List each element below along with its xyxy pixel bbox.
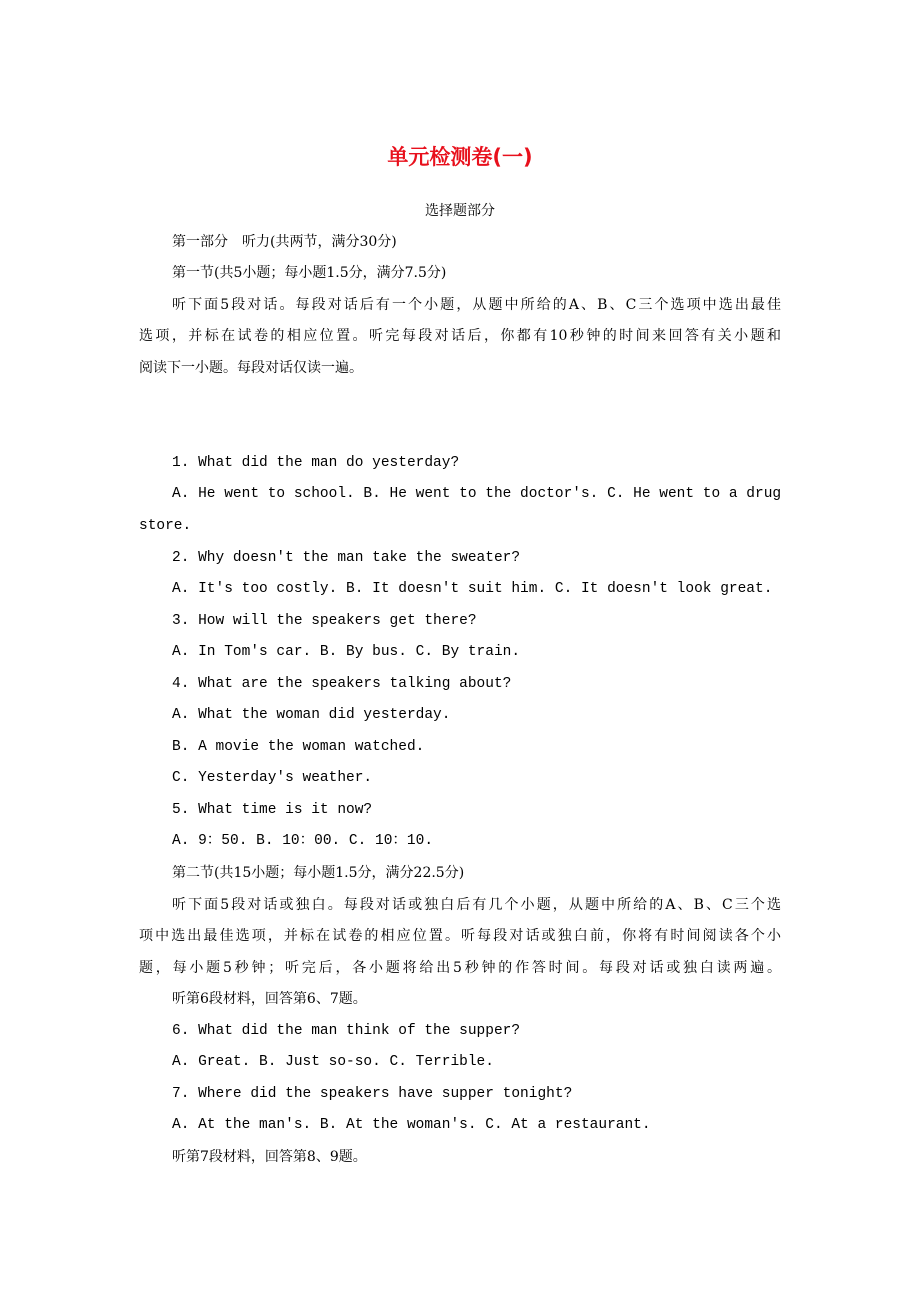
material-6-note: 听第6段材料，回答第6、7题。 xyxy=(172,991,367,1007)
question-4-option-c: C. Yesterday's weather. xyxy=(172,770,373,786)
section1-heading: 第一节(共5小题；每小题1.5分，满分7.5分) xyxy=(172,265,447,281)
section2-instruction-line: 题，每小题5秒钟；听完后，各小题将给出5秒钟的作答时间。每段对话或独白读两遍。 xyxy=(139,960,781,976)
section2-instruction-line: 项中选出最佳选项，并标在试卷的相应位置。听每段对话或独白前，你将有时间阅读各个小 xyxy=(139,928,781,944)
question-5: 5. What time is it now? xyxy=(172,802,373,818)
section1-instruction-line: 听下面5段对话。每段对话后有一个小题，从题中所给的A、B、C三个选项中选出最佳 xyxy=(172,297,781,313)
question-7-options: A. At the man's. B. At the woman's. C. At a restaurant. xyxy=(172,1117,651,1133)
material-7-note: 听第7段材料，回答第8、9题。 xyxy=(172,1149,367,1165)
question-7: 7. Where did the speakers have supper tonight? xyxy=(172,1086,573,1102)
question-6-options: A. Great. B. Just so-so. C. Terrible. xyxy=(172,1054,494,1070)
section1-instruction-line: 选项，并标在试卷的相应位置。听完每段对话后，你都有10秒钟的时间来回答有关小题和 xyxy=(139,328,781,344)
question-6: 6. What did the man think of the supper? xyxy=(172,1023,521,1039)
section2-heading: 第二节(共15小题；每小题1.5分，满分22.5分) xyxy=(172,865,465,881)
question-4-option-b: B. A movie the woman watched. xyxy=(172,739,425,755)
question-3: 3. How will the speakers get there? xyxy=(172,613,477,629)
question-3-options: A. In Tom's car. B. By bus. C. By train. xyxy=(172,644,521,660)
section2-instruction-line: 听下面5段对话或独白。每段对话或独白后有几个小题，从题中所给的A、B、C三个选 xyxy=(172,897,781,913)
question-1-options-cont: store. xyxy=(139,518,192,534)
question-2: 2. Why doesn't the man take the sweater? xyxy=(172,550,521,566)
question-4: 4. What are the speakers talking about? xyxy=(172,676,512,692)
question-1: 1. What did the man do yesterday? xyxy=(172,455,460,471)
section1-instruction-line: 阅读下一小题。每段对话仅读一遍。 xyxy=(139,360,363,376)
section-subtitle: 选择题部分 xyxy=(425,203,495,219)
question-2-options: A. It's too costly. B. It doesn't suit him. C. It doesn't look great. xyxy=(172,581,773,597)
question-1-options: A. He went to school. B. He went to the doctor's. C. He went to a drug xyxy=(172,486,782,502)
page-title: 单元检测卷(一) xyxy=(387,145,533,169)
question-4-option-a: A. What the woman did yesterday. xyxy=(172,707,451,723)
part1-heading: 第一部分 听力(共两节，满分30分) xyxy=(172,234,397,250)
question-5-options: A. 9：50. B. 10：00. C. 10：10. xyxy=(172,833,434,849)
